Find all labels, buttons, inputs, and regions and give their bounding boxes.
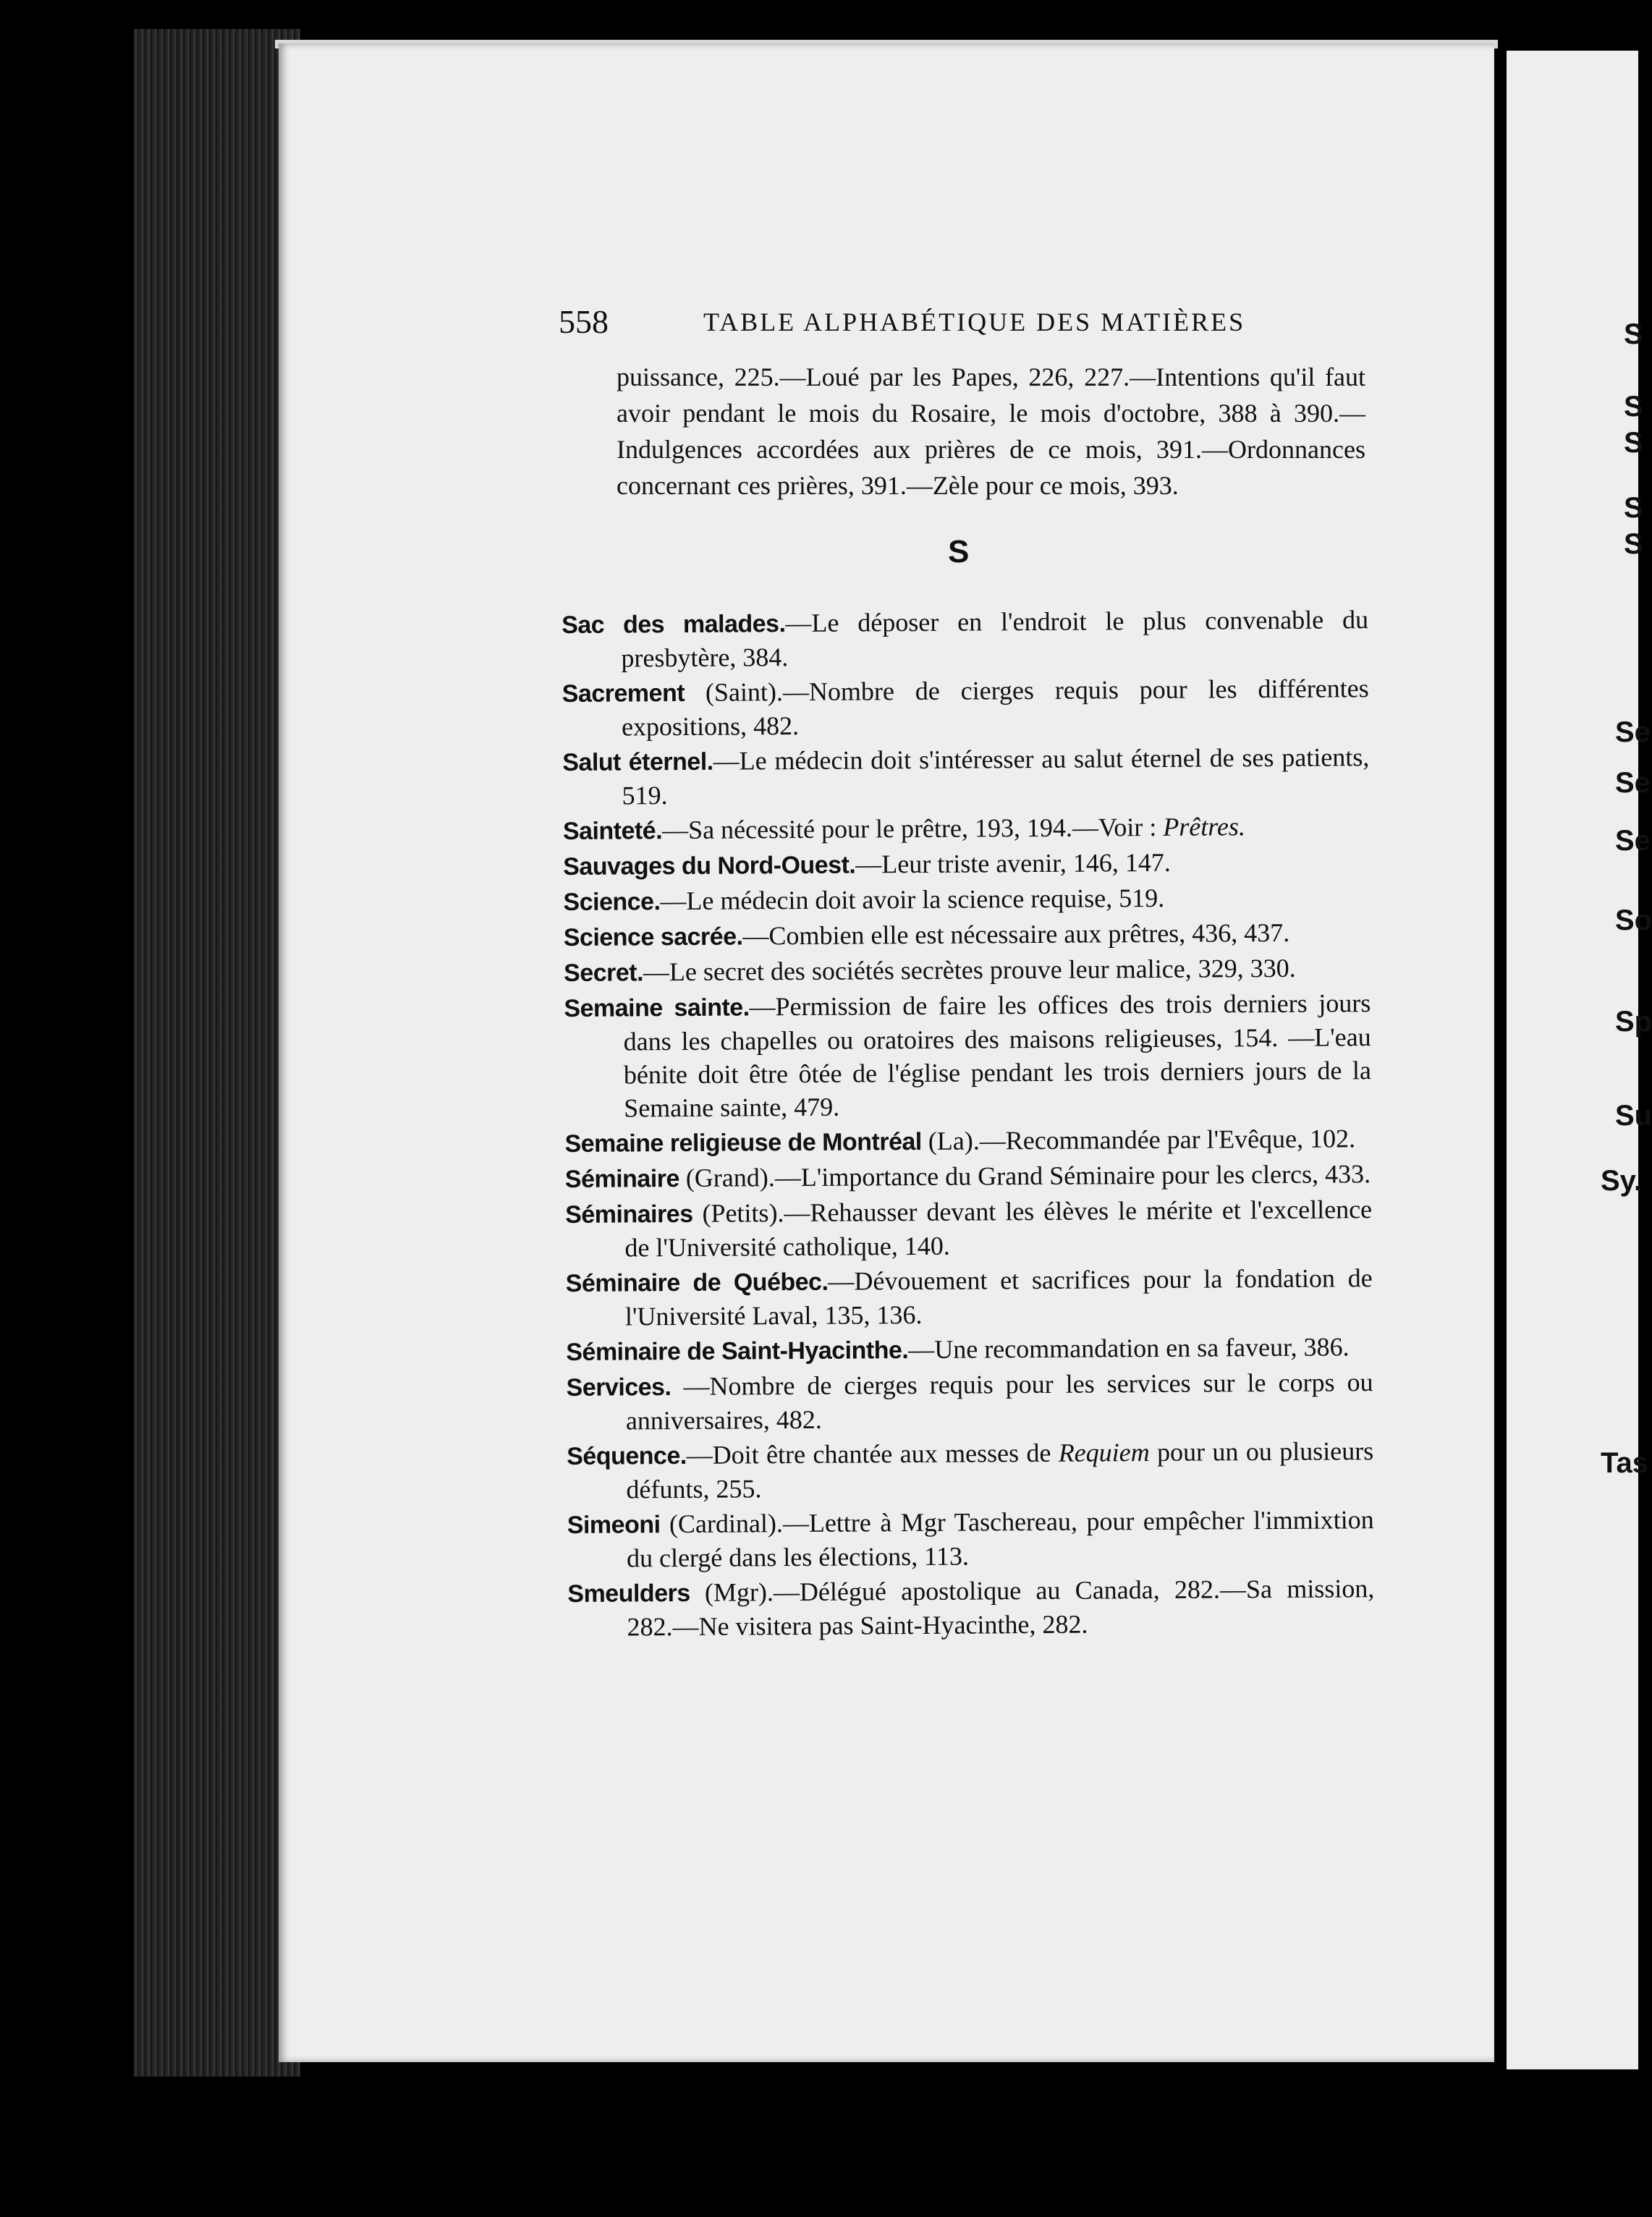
- index-entry: [564, 915, 1371, 954]
- index-entry: [563, 809, 1370, 848]
- facing-page-letter: Se: [1615, 767, 1651, 799]
- index-entries: [562, 603, 1375, 1645]
- entry-text: —Permission de faire les offices des trois derniers jours dans les chapelles ou oratoires des maisons religieuses, 154. —L'eau bénite doit être ôtée de l'église pendant les trois derniers jours de la Semaine sainte, 479.: [623, 988, 1372, 1123]
- entry-text: —Lettre à Mgr Taschereau, pour empêcher l'immixtion du clergé dans les élections, 113.: [626, 1505, 1374, 1573]
- section-letter: S: [948, 534, 970, 569]
- entry-text: —Sa nécessité pour le prêtre, 193, 194.—Voir :: [661, 812, 1164, 845]
- entry-text: —Recommandée par l'Evêque, 102.: [979, 1124, 1356, 1156]
- entry-text: —Nombre de cierges requis pour les différentes expositions, 482.: [621, 674, 1369, 742]
- facing-page-letter: S: [1624, 492, 1643, 524]
- facing-page-letter: Sp: [1615, 1006, 1652, 1038]
- entry-heading: Séminaire de Saint-Hyacinthe.: [566, 1336, 909, 1366]
- entry-heading: Semaine sainte.: [564, 993, 750, 1022]
- entry-qualifier: (Mgr).: [690, 1577, 774, 1607]
- entry-heading: Séminaire: [564, 1165, 679, 1193]
- entry-text: —Combien elle est nécessaire aux prêtres, 436, 437.: [742, 917, 1290, 951]
- index-entry: [567, 1434, 1374, 1506]
- entry-text: —Le secret des sociétés secrètes prouve leur malice, 329, 330.: [643, 953, 1296, 987]
- entry-heading: Sacrement: [562, 679, 685, 708]
- running-title: TABLE ALPHABÉTIQUE DES MATIÈRES: [703, 308, 1246, 336]
- facing-page-letter: Se: [1615, 716, 1651, 748]
- index-entry: [563, 844, 1370, 883]
- facing-page-letter: Se: [1615, 825, 1651, 857]
- facing-page-letter: Sy.: [1601, 1165, 1643, 1197]
- entry-text: —Délégué apostolique au Canada, 282.—Sa mission, 282.—Ne visitera pas Saint-Hyacinthe, 282.: [627, 1574, 1375, 1642]
- entry-qualifier: (Petits).: [692, 1198, 784, 1228]
- index-entry: [567, 1503, 1375, 1575]
- entry-heading: Smeulders: [567, 1579, 690, 1608]
- index-entry: [564, 1122, 1371, 1161]
- entry-heading: Secret.: [563, 959, 644, 987]
- continued-entry-paragraph: puissance, 225.—Loué par les Papes, 226, 227.—Intentions qu'il faut avoir pendant le mois du Rosaire, le mois d'octobre, 388 à 390.—Indulgences accordées aux prières de ce mois, 391.—Ordonnances concernant ces prières, 391.—Zèle pour ce mois, 393.: [617, 363, 1365, 500]
- index-entry: [562, 740, 1370, 813]
- entry-text-tail: pour un ou plusieurs défunts, 255.: [626, 1436, 1374, 1504]
- book-page-edges: [134, 29, 300, 2077]
- page-header: [559, 302, 1282, 346]
- entry-heading: Séminaires: [565, 1200, 693, 1229]
- entry-qualifier: (La).: [921, 1126, 980, 1156]
- index-entry: [564, 986, 1371, 1125]
- entry-text: —Le déposer en l'endroit le plus convenable du presbytère, 384.: [621, 605, 1369, 673]
- entry-text: —Nombre de cierges requis pour les services sur le corps ou anniversaires, 482.: [625, 1368, 1373, 1436]
- index-entry: [566, 1330, 1373, 1369]
- facing-page-letter: S: [1624, 391, 1643, 423]
- entry-heading: Sauvages du Nord-Ouest.: [563, 851, 856, 881]
- index-entry: [566, 1365, 1373, 1438]
- entry-text: —Le médecin doit avoir la science requise, 519.: [660, 883, 1165, 916]
- facing-page-fragment: [1507, 51, 1652, 2069]
- entry-heading: Science sacrée.: [563, 923, 743, 951]
- entry-heading: Science.: [563, 888, 661, 916]
- facing-page-letter: Su: [1615, 1100, 1652, 1132]
- entry-heading: Services.: [566, 1373, 672, 1402]
- facing-page-letter: S: [1624, 427, 1643, 459]
- index-entry: [562, 671, 1370, 744]
- index-entry: [565, 1192, 1373, 1265]
- entry-italic-reference: Requiem: [1058, 1438, 1150, 1467]
- facing-page-letter: So: [1615, 904, 1652, 936]
- entry-italic-reference: Prêtres.: [1163, 812, 1246, 842]
- index-entry: [566, 1261, 1373, 1334]
- entry-heading: Salut éternel.: [562, 747, 713, 776]
- index-entry: [564, 951, 1371, 990]
- index-entry: [565, 1157, 1372, 1196]
- entry-heading: Sac des malades.: [562, 610, 786, 639]
- entry-heading: Séminaire de Québec.: [565, 1268, 829, 1297]
- entry-text: —Une recommandation en sa faveur, 386.: [908, 1332, 1350, 1365]
- entry-heading: Simeoni: [567, 1511, 661, 1539]
- entry-heading: Sainteté.: [562, 817, 663, 845]
- entry-text: —Leur triste avenir, 146, 147.: [855, 847, 1171, 879]
- entry-text: —Rehausser devant les élèves le mérite et l'excellence de l'Université catholique, 140.: [624, 1195, 1373, 1263]
- entry-heading: Semaine religieuse de Montréal: [564, 1127, 922, 1158]
- entry-text: —Doit être chantée aux messes de: [686, 1438, 1059, 1470]
- entry-heading: Séquence.: [567, 1441, 687, 1470]
- index-entry: [567, 1572, 1375, 1644]
- page-number: 558: [559, 303, 609, 340]
- entry-qualifier: (Grand).: [679, 1163, 775, 1193]
- entry-text: —L'importance du Grand Séminaire pour les clercs, 433.: [774, 1159, 1371, 1192]
- index-entry: [563, 880, 1370, 919]
- index-entry: [562, 603, 1369, 675]
- facing-page-letter: S: [1624, 528, 1643, 560]
- facing-page-letter: Tas: [1601, 1447, 1648, 1479]
- entry-qualifier: (Saint).: [684, 677, 784, 707]
- entry-text: —Le médecin doit s'intéresser au salut éternel de ses patients, 519.: [622, 742, 1370, 810]
- entry-qualifier: (Cardinal).: [660, 1509, 784, 1539]
- facing-page-letter: S: [1624, 318, 1643, 350]
- entry-text: —Dévouement et sacrifices pour la fondation de l'Université Laval, 135, 136.: [624, 1263, 1373, 1331]
